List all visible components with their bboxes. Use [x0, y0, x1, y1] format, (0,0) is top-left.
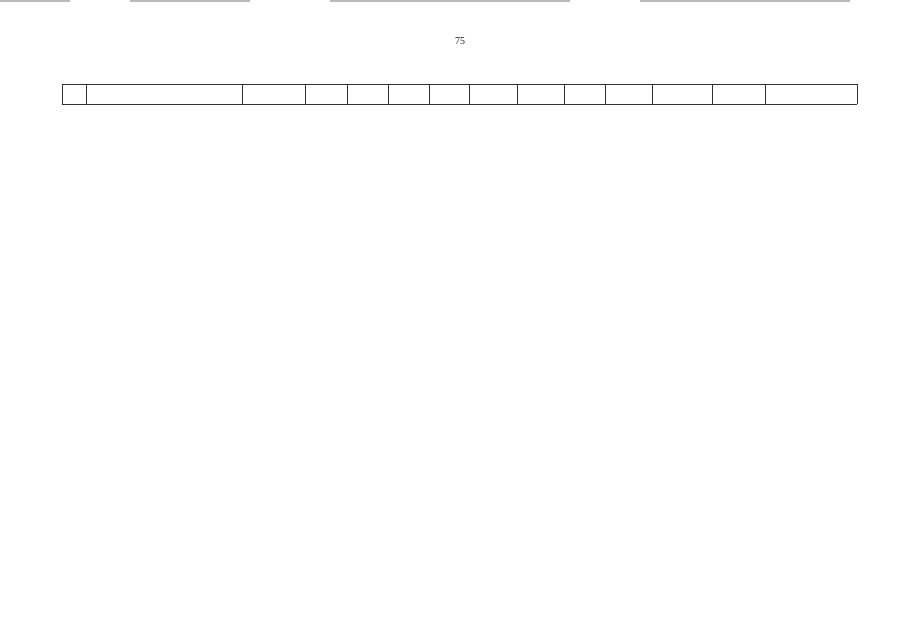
table-header-column-divider	[857, 84, 858, 104]
table-header-column-divider	[62, 84, 63, 104]
table-header-column-divider	[605, 84, 606, 104]
table-header-bottom-border	[62, 104, 857, 105]
table-header-column-divider	[469, 84, 470, 104]
table-header-column-divider	[86, 84, 87, 104]
table-header-column-divider	[388, 84, 389, 104]
table-header-column-divider	[712, 84, 713, 104]
table-header-column-divider	[305, 84, 306, 104]
table-header-column-divider	[429, 84, 430, 104]
scan-edge-mark	[330, 0, 570, 2]
table-header-column-divider	[652, 84, 653, 104]
scan-edge-mark	[130, 0, 250, 2]
table-header-top-border	[62, 84, 857, 85]
table-header-column-divider	[765, 84, 766, 104]
page-number: 75	[455, 36, 465, 47]
table-header-column-divider	[517, 84, 518, 104]
table-header-column-divider	[242, 84, 243, 104]
scan-edge-mark	[640, 0, 850, 2]
table-header-column-divider	[564, 84, 565, 104]
scan-edge-mark	[0, 0, 70, 2]
table-header-column-divider	[347, 84, 348, 104]
